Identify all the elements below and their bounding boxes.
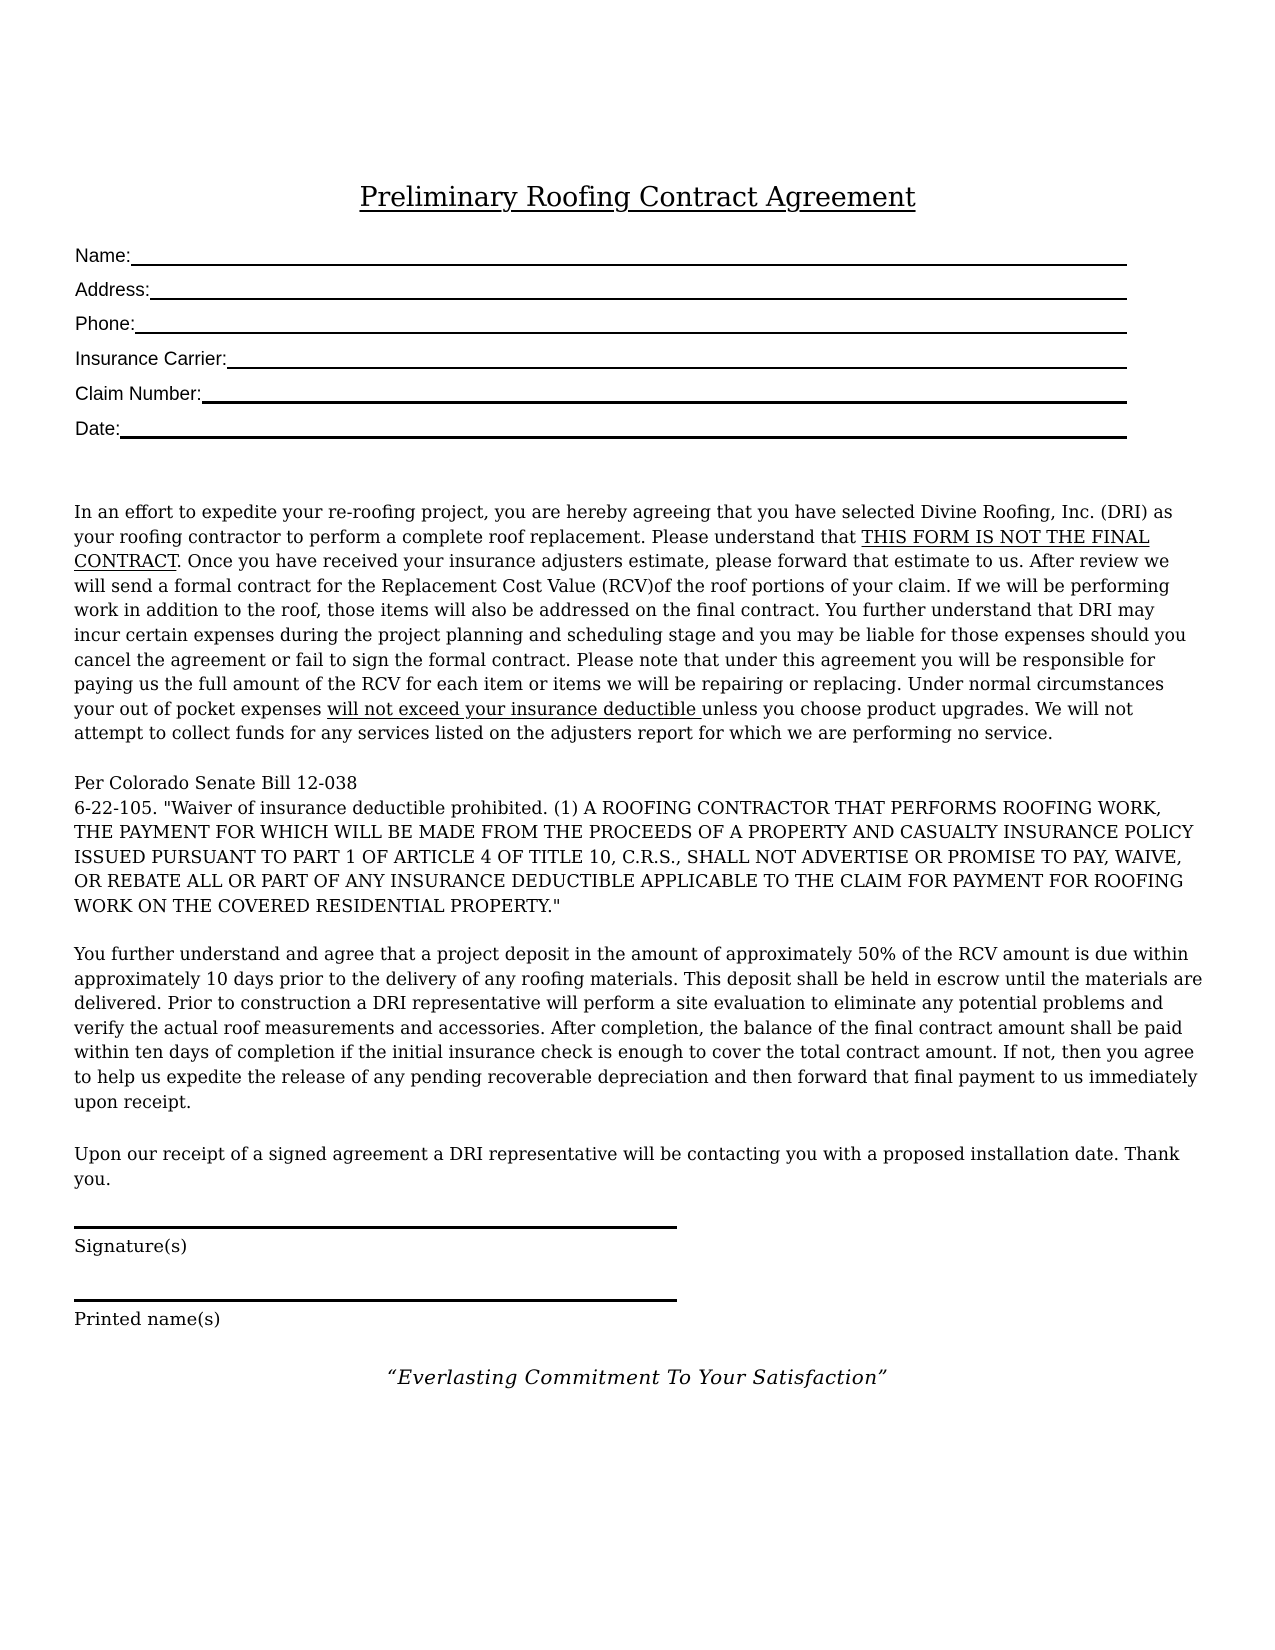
statute-heading: Per Colorado Senate Bill 12-038 [74,774,358,794]
phone-label: Phone: [75,314,136,335]
printed-name-label: Printed name(s) [74,1309,221,1330]
company-tagline: “Everlasting Commitment To Your Satisfaction” [386,1365,889,1389]
date-label: Date: [75,419,121,440]
date-field[interactable] [75,415,1127,441]
address-line[interactable] [150,298,1127,300]
deductible-notice: will not exceed your insurance deductible [327,699,702,720]
intro-text-1: In an effort to expedite your re-roofing project, you are hereby agreeing that you have selected Divine Roofing, Inc. (DRI) as your roofing contractor to perform a complete roof replacement. Please understand that [74,503,1173,548]
claim-number-field[interactable] [75,380,1127,406]
insurance-carrier-field[interactable] [75,345,1127,371]
document-title: Preliminary Roofing Contract Agreement [359,182,916,213]
not-final-contract-notice: THIS FORM IS NOT THE FINAL CONTRACT [74,527,1150,573]
statute-block [74,772,1204,920]
insurance-carrier-line[interactable] [227,367,1127,369]
name-label: Name: [75,246,131,267]
insurance-carrier-label: Insurance Carrier: [75,349,228,370]
name-line[interactable] [131,264,1127,266]
intro-paragraph [74,501,1204,747]
deposit-paragraph: You further understand and agree that a project deposit in the amount of approximately 50% of the RCV amount is due within approximately 10 days prior to the delivery of any roofing materials. This deposit shall be held in escrow until the materials are delivered. Prior to construction a DRI representative will perform a site evaluation to eliminate any potential problems and verify the actual roof measurements and accessories. After completion, the balance of the final contract amount shall be paid within ten days of completion if the initial insurance check is enough to cover the total contract amount. If not, then you agree to help us expedite the release of any pending recoverable depreciation and then forward that final payment to us immediately upon receipt. [74,945,1203,1113]
printed-name-line[interactable] [74,1299,677,1302]
signature-line[interactable] [74,1226,677,1229]
claim-number-label: Claim Number: [75,384,202,405]
statute-text: 6-22-105. "Waiver of insurance deductible prohibited. (1) A ROOFING CONTRACTOR THAT PERFORMS ROOFING WORK, THE PAYMENT FOR WHICH WILL BE MADE FROM THE PROCEEDS OF A PROPERTY AND CASUALTY INSURANCE POLICY ISSUED PURSUANT TO PART 1 OF ARTICLE 4 OF TITLE 10, C.R.S., SHALL NOT ADVERTISE OR PROMISE TO PAY, WAIVE, OR REBATE ALL OR PART OF ANY INSURANCE DEDUCTIBLE APPLICABLE TO THE CLAIM FOR PAYMENT FOR ROOFING WORK ON THE COVERED RESIDENTIAL PROPERTY." [74,798,1194,917]
address-field[interactable] [75,276,1127,302]
intro-text-3: unless you choose product upgrades. We will not attempt to collect funds for any services listed on the adjusters report for which we are performing no service. [74,699,1134,745]
date-line[interactable] [120,436,1127,439]
address-label: Address: [75,280,150,301]
claim-number-line[interactable] [202,401,1127,404]
phone-field[interactable] [75,310,1127,336]
signature-label: Signature(s) [74,1236,188,1257]
closing-paragraph: Upon our receipt of a signed agreement a DRI representative will be contacting you with a proposed installation date. Thank you. [74,1145,1180,1190]
name-field[interactable] [75,242,1127,268]
phone-line[interactable] [135,332,1127,334]
intro-text-2: . Once you have received your insurance adjusters estimate, please forward that estimate to us. After review we will send a formal contract for the Replacement Cost Value (RCV)of the roof portions of your claim. If we will be performing work in addition to the roof, those items will also be addressed on the final contract. You further understand that DRI may incur certain expenses during the project planning and scheduling stage and you may be liable for those expenses should you cancel the agreement or fail to sign the formal contract. Please note that under this agreement you will be responsible for paying us the full amount of the RCV for each item or items we will be repairing or replacing. Under normal circumstances your out of pocket expenses [74,552,1187,720]
